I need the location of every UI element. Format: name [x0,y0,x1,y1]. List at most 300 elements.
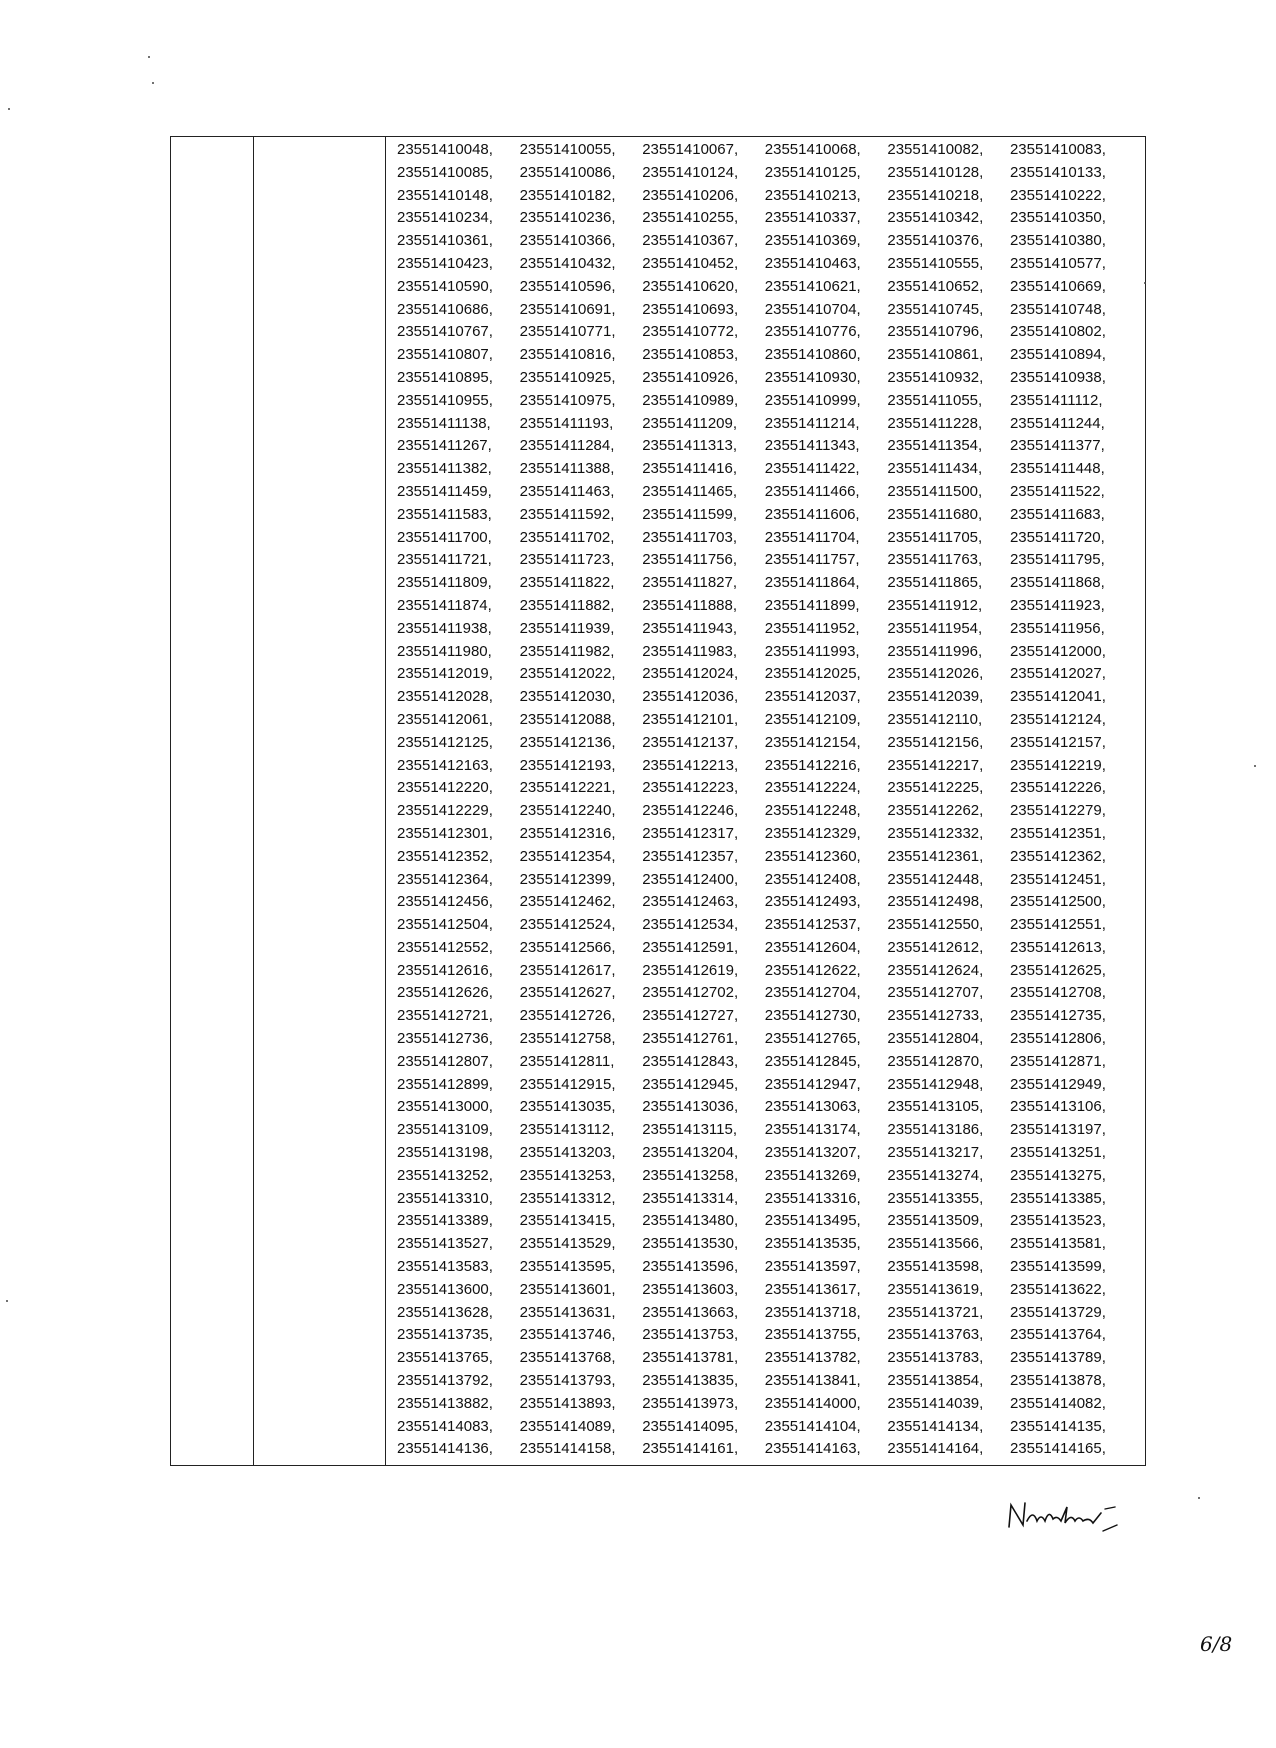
roll-number: 23551411284, [519,437,615,455]
roll-number: 23551410432, [519,254,616,272]
table-row [397,344,1137,367]
roll-number: 23551413792, [397,1372,493,1390]
table-row [397,595,1137,618]
roll-number: 23551412156, [887,733,984,751]
roll-number: 23551413035, [519,1098,616,1116]
roll-number: 23551413765, [397,1349,493,1367]
roll-number: 23551412101, [642,710,739,728]
roll-number: 23551413781, [642,1349,739,1367]
roll-number: 23551413835, [642,1372,739,1390]
roll-number: 23551412357, [642,847,739,865]
roll-number: 23551412736, [397,1030,493,1048]
roll-number: 23551410068, [764,141,861,158]
roll-number: 23551411723, [519,551,615,569]
roll-number: 23551411721, [397,551,492,569]
roll-number: 23551412157, [1009,733,1106,751]
roll-number: 23551412240, [519,802,616,820]
roll-number: 23551411382, [397,460,492,478]
roll-number: 23551411874, [397,596,492,614]
roll-number: 23551412224, [764,779,861,797]
roll-number: 23551411448, [1009,460,1105,478]
roll-number: 23551412154, [764,733,861,751]
roll-number: 23551413203, [519,1144,616,1162]
roll-number: 23551412219, [1009,756,1106,774]
table-row [397,1347,1137,1370]
roll-number: 23551411500, [887,482,983,500]
roll-number: 23551411705, [887,528,983,546]
roll-number: 23551411939, [519,619,615,637]
roll-number: 23551411982, [519,642,615,660]
roll-number: 23551411228, [887,414,983,432]
scan-speck [6,1300,8,1302]
roll-number: 23551413583, [397,1258,493,1276]
roll-number: 23551411465, [642,482,738,500]
roll-number: 23551413622, [1009,1280,1106,1298]
roll-number: 23551412223, [642,779,739,797]
roll-number: 23551413207, [764,1144,861,1162]
roll-number: 23551413718, [764,1303,861,1321]
table-row [397,1370,1137,1393]
roll-number: 23551410989, [642,391,739,409]
roll-number: 23551413841, [764,1372,861,1390]
roll-number: 23551410124, [642,163,739,181]
roll-number: 23551411377, [1009,437,1105,455]
roll-number: 23551412110, [887,710,983,728]
roll-number: 23551411983, [642,642,738,660]
table-row [397,1324,1137,1347]
table-row [397,1393,1137,1416]
roll-number: 23551412025, [764,665,861,683]
roll-number: 23551410206, [642,186,739,204]
roll-number: 23551414161, [642,1440,739,1458]
roll-number: 23551411899, [764,596,860,614]
roll-number: 23551412806, [1009,1030,1106,1048]
roll-number: 23551413746, [519,1326,616,1344]
roll-number: 23551414135, [1009,1417,1106,1435]
table-row [397,1119,1137,1142]
table-row [397,1256,1137,1279]
roll-number: 23551412733, [887,1007,984,1025]
roll-number: 23551412550, [887,916,984,934]
roll-number: 23551412622, [764,961,861,979]
roll-number: 23551411463, [519,482,615,500]
roll-number: 23551413186, [887,1121,984,1139]
roll-number: 23551410182, [519,186,616,204]
roll-number: 23551412604, [764,938,861,956]
roll-number: 23551412500, [1009,893,1106,911]
roll-number: 23551412721, [397,1007,493,1025]
roll-number: 23551413509, [887,1212,984,1230]
roll-number: 23551411112, [1009,391,1103,409]
roll-number: 23551413601, [519,1280,616,1298]
table-row [397,413,1137,436]
roll-number: 23551412217, [887,756,984,774]
roll-number: 23551410955, [397,391,493,409]
roll-number: 23551412551, [1009,916,1106,934]
table-row [397,1188,1137,1211]
roll-number: 23551414134, [887,1417,984,1435]
roll-number: 23551410342, [887,209,984,227]
roll-number: 23551413198, [397,1144,493,1162]
table-row [397,823,1137,846]
roll-number: 23551410366, [519,232,616,250]
table-row [397,1279,1137,1302]
roll-number: 23551412022, [519,665,616,683]
roll-number: 23551412163, [397,756,493,774]
roll-number: 23551410652, [887,277,984,295]
table-row [397,1233,1137,1256]
roll-number: 23551412524, [519,916,616,934]
roll-number: 23551412619, [642,961,739,979]
table-row [397,230,1137,253]
roll-number: 23551411868, [1009,574,1105,592]
roll-number: 23551412216, [764,756,861,774]
roll-number: 23551411882, [519,596,615,614]
roll-number: 23551411720, [1009,528,1105,546]
roll-number: 23551411354, [887,437,983,455]
roll-number: 23551414163, [764,1440,861,1458]
roll-number: 23551412229, [397,802,493,820]
roll-number: 23551412246, [642,802,739,820]
table-row [397,435,1137,458]
roll-number: 23551414089, [519,1417,616,1435]
roll-number: 23551412735, [1009,1007,1106,1025]
roll-number: 23551412625, [1009,961,1106,979]
roll-number: 23551412024, [642,665,739,683]
roll-number: 23551411583, [397,505,492,523]
roll-number: 23551412616, [397,961,493,979]
table-row [397,846,1137,869]
roll-number: 23551413597, [764,1258,861,1276]
roll-number: 23551411138, [397,414,491,432]
roll-number: 23551410771, [519,323,616,341]
roll-number: 23551413109, [397,1121,493,1139]
roll-number: 23551410686, [397,300,493,318]
roll-number: 23551410055, [519,141,616,158]
roll-number: 23551413174, [764,1121,861,1139]
roll-number: 23551412947, [764,1075,861,1093]
roll-number: 23551412899, [397,1075,493,1093]
roll-number: 23551410577, [1009,254,1106,272]
roll-number: 23551410236, [519,209,616,227]
roll-number: 23551412566, [519,938,616,956]
roll-number: 23551412316, [519,824,616,842]
roll-number: 23551413893, [519,1394,616,1412]
table-row [397,527,1137,550]
roll-number: 23551410932, [887,368,984,386]
roll-number: 23551413729, [1009,1303,1106,1321]
table-row [397,1096,1137,1119]
roll-number: 23551411700, [397,528,492,546]
roll-number: 23551413415, [519,1212,616,1230]
roll-number: 23551412332, [887,824,984,842]
roll-number: 23551411703, [642,528,738,546]
roll-number: 23551412552, [397,938,493,956]
roll-number: 23551412248, [764,802,861,820]
roll-number: 23551412727, [642,1007,739,1025]
roll-number: 23551412627, [519,984,616,1002]
roll-number: 23551413527, [397,1235,493,1253]
roll-number: 23551412329, [764,824,861,842]
roll-number: 23551413389, [397,1212,493,1230]
roll-number: 23551410925, [519,368,616,386]
scan-speck [1254,765,1256,767]
roll-number: 23551411952, [764,619,860,637]
roll-number: 23551413530, [642,1235,739,1253]
table-row [397,732,1137,755]
table-row [397,1005,1137,1028]
roll-number: 23551411993, [764,642,860,660]
roll-number: 23551412301, [397,824,493,842]
roll-number: 23551413197, [1009,1121,1106,1139]
roll-number: 23551410452, [642,254,739,272]
roll-number: 23551412612, [887,938,984,956]
roll-number: 23551412125, [397,733,493,751]
roll-number: 23551410067, [642,141,739,158]
roll-number: 23551412036, [642,688,739,706]
roll-number: 23551410926, [642,368,739,386]
roll-number: 23551410369, [764,232,861,250]
roll-number: 23551410148, [397,186,493,204]
roll-number: 23551410083, [1009,141,1106,158]
roll-number: 23551410125, [764,163,861,181]
roll-number: 23551413523, [1009,1212,1106,1230]
roll-number: 23551411209, [642,414,738,432]
roll-number: 23551410423, [397,254,493,272]
roll-number: 23551412362, [1009,847,1106,865]
roll-number: 23551413882, [397,1394,493,1412]
table-row [397,504,1137,527]
column-divider-2 [385,137,386,1465]
roll-number: 23551413106, [1009,1098,1106,1116]
roll-number: 23551410748, [1009,300,1106,318]
roll-number: 23551410816, [519,346,616,364]
table-row [397,549,1137,572]
roll-number: 23551412704, [764,984,861,1002]
roll-number: 23551411313, [642,437,738,455]
roll-number: 23551412708, [1009,984,1106,1002]
roll-number: 23551413596, [642,1258,739,1276]
roll-number: 23551413115, [642,1121,738,1139]
roll-number: 23551411343, [764,437,860,455]
roll-number: 23551413755, [764,1326,861,1344]
roll-number: 23551412845, [764,1052,861,1070]
roll-number: 23551412039, [887,688,984,706]
roll-number: 23551413312, [519,1189,616,1207]
roll-number: 23551412061, [397,710,493,728]
roll-number: 23551412124, [1009,710,1106,728]
roll-number: 23551410380, [1009,232,1106,250]
roll-number: 23551413763, [887,1326,984,1344]
roll-number: 23551412448, [887,870,984,888]
table-row [397,641,1137,664]
roll-number: 23551412498, [887,893,984,911]
roll-number: 23551413793, [519,1372,616,1390]
roll-number: 23551413753, [642,1326,739,1344]
roll-number: 23551410807, [397,346,493,364]
roll-number: 23551411865, [887,574,983,592]
roll-number: 23551412360, [764,847,861,865]
roll-number: 23551413617, [764,1280,861,1298]
roll-number: 23551412765, [764,1030,861,1048]
roll-number: 23551411466, [764,482,860,500]
table-row [397,914,1137,937]
roll-number: 23551410796, [887,323,984,341]
roll-number: 23551412726, [519,1007,616,1025]
roll-number: 23551411683, [1009,505,1105,523]
roll-number: 23551413663, [642,1303,739,1321]
roll-number: 23551412948, [887,1075,984,1093]
roll-number: 23551412400, [642,870,739,888]
roll-number: 23551411996, [887,642,983,660]
roll-number: 23551413782, [764,1349,861,1367]
roll-number: 23551410218, [887,186,984,204]
roll-number: 23551413274, [887,1166,984,1184]
roll-number: 23551413721, [887,1303,984,1321]
roll-number: 23551414164, [887,1440,984,1458]
roll-number: 23551412262, [887,802,984,820]
table-row [397,572,1137,595]
roll-number: 23551412041, [1009,688,1106,706]
roll-number: 23551413768, [519,1349,616,1367]
roll-number: 23551411864, [764,574,860,592]
roll-number: 23551413628, [397,1303,493,1321]
table-row [397,800,1137,823]
roll-number: 23551411822, [519,574,615,592]
roll-number: 23551410590, [397,277,493,295]
roll-number: 23551410853, [642,346,739,364]
roll-number: 23551411912, [887,596,983,614]
roll-number: 23551413495, [764,1212,861,1230]
roll-number: 23551410133, [1009,163,1106,181]
table-row [397,618,1137,641]
roll-number: 23551411888, [642,596,738,614]
roll-number: 23551412504, [397,916,493,934]
roll-number: 23551411827, [642,574,738,592]
roll-number: 23551414158, [519,1440,616,1458]
roll-number: 23551410704, [764,300,861,318]
roll-number: 23551412811, [519,1052,615,1070]
table-row [397,207,1137,230]
roll-number: 23551411055, [887,391,983,409]
roll-number: 23551412030, [519,688,616,706]
roll-number: 23551411954, [887,619,983,637]
roll-number: 23551413529, [519,1235,616,1253]
roll-number: 23551412026, [887,665,984,683]
roll-number-table [170,136,1146,1466]
roll-number: 23551412613, [1009,938,1106,956]
roll-number: 23551412109, [764,710,861,728]
roll-number: 23551412915, [519,1075,616,1093]
roll-number: 23551411193, [519,414,614,432]
roll-number: 23551412364, [397,870,493,888]
roll-number: 23551414083, [397,1417,493,1435]
roll-number: 23551412730, [764,1007,861,1025]
roll-number: 23551413355, [887,1189,984,1207]
table-row [397,960,1137,983]
roll-number: 23551413599, [1009,1258,1106,1276]
roll-number: 23551412137, [642,733,739,751]
roll-number: 23551412591, [642,938,739,956]
roll-number: 23551411702, [519,528,615,546]
roll-number: 23551412000, [1009,642,1106,660]
roll-number: 23551412493, [764,893,861,911]
roll-number: 23551413598, [887,1258,984,1276]
roll-number: 23551412027, [1009,665,1106,683]
table-row [397,869,1137,892]
roll-number: 23551410376, [887,232,984,250]
table-row [397,1142,1137,1165]
roll-number: 23551412617, [519,961,616,979]
roll-number: 23551413764, [1009,1326,1106,1344]
roll-number: 23551412225, [887,779,984,797]
roll-number: 23551410999, [764,391,861,409]
table-row [397,777,1137,800]
table-row [397,1438,1137,1461]
roll-number: 23551412037, [764,688,861,706]
roll-number: 23551413310, [397,1189,493,1207]
roll-number: 23551413631, [519,1303,616,1321]
roll-number: 23551411757, [764,551,860,569]
roll-number: 23551413783, [887,1349,984,1367]
roll-number: 23551410213, [764,186,861,204]
table-row [397,891,1137,914]
roll-number: 23551413619, [887,1280,984,1298]
roll-number: 23551414136, [397,1440,493,1458]
table-row [397,709,1137,732]
page-number: 6/8 [1200,1632,1233,1656]
roll-number: 23551412804, [887,1030,984,1048]
roll-number: 23551412463, [642,893,739,911]
roll-number: 23551410745, [887,300,984,318]
roll-number: 23551411267, [397,437,492,455]
roll-number: 23551411923, [1009,596,1105,614]
table-row [397,321,1137,344]
roll-number: 23551410620, [642,277,739,295]
roll-number: 23551410938, [1009,368,1106,386]
roll-number: 23551410975, [519,391,616,409]
roll-number: 23551413314, [642,1189,739,1207]
roll-number: 23551410350, [1009,209,1106,227]
roll-number: 23551412351, [1009,824,1106,842]
signature [1005,1495,1125,1535]
roll-number: 23551412220, [397,779,493,797]
table-row [397,162,1137,185]
roll-number-list [397,139,1137,1461]
roll-number: 23551412136, [519,733,616,751]
scan-speck [152,82,154,84]
roll-number: 23551410367, [642,232,739,250]
roll-number: 23551411756, [642,551,738,569]
roll-number: 23551411459, [397,482,492,500]
roll-number: 23551412361, [887,847,984,865]
roll-number: 23551412193, [519,756,616,774]
roll-number: 23551412088, [519,710,616,728]
roll-number: 23551410463, [764,254,861,272]
roll-number: 23551410861, [887,346,984,364]
roll-number: 23551410895, [397,368,493,386]
table-row [397,1051,1137,1074]
roll-number: 23551412807, [397,1052,493,1070]
scan-speck [148,56,150,58]
roll-number: 23551414082, [1009,1394,1106,1412]
table-row [397,458,1137,481]
roll-number: 23551412213, [642,756,739,774]
table-row [397,982,1137,1005]
roll-number: 23551410621, [764,277,861,295]
table-row [397,663,1137,686]
roll-number: 23551412226, [1009,779,1106,797]
